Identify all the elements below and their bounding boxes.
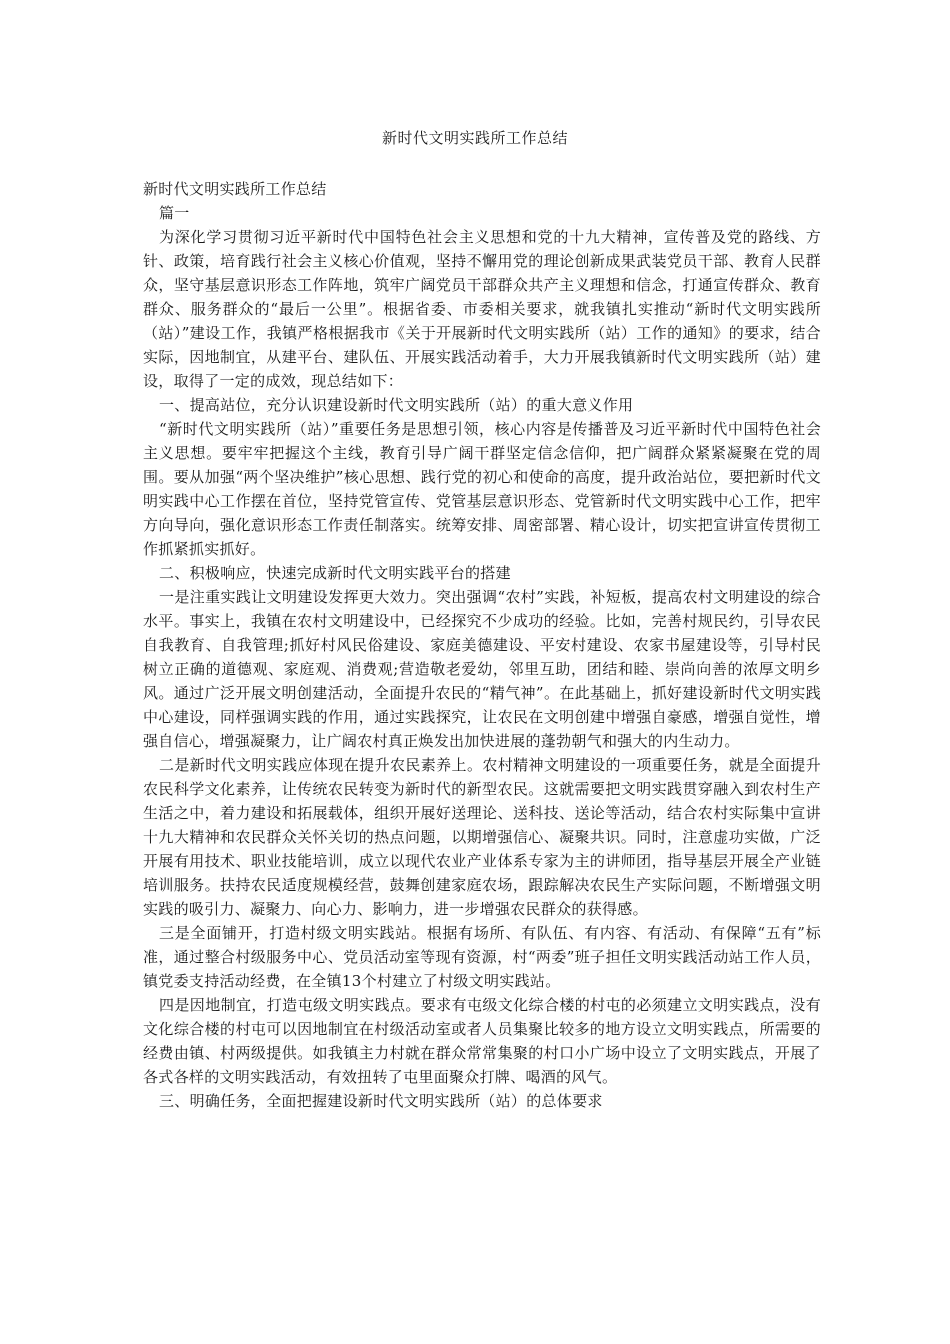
part-label: 篇一 [159, 204, 190, 222]
section-heading-1: 一、提高站位，充分认识建设新时代文明实践所（站）的重大意义作用 [159, 396, 634, 414]
document-title: 新时代文明实践所工作总结 [381, 129, 568, 147]
section-heading-2: 二、积极响应，快速完成新时代文明实践平台的搭建 [159, 564, 511, 582]
document-body [143, 177, 821, 1113]
document-subtitle: 新时代文明实践所工作总结 [143, 180, 327, 198]
paragraph-point-2: 二是新时代文明实践应体现在提升农民素养上。农村精神文明建设的一项重要任务，就是全面提升农民科学文化素养，让传统农民转变为新时代的新型农民。这就需要把文明实践贯穿融入到农村生产生活之中，着力建设和拓展载体，组织开展好送理论、送科技、送论等活动，结合农村实际集中宣讲十九大精神和农民群众关怀关切的热点问题，以期增强信心、凝聚共识。同时，注意虚功实做，广泛开展有用技术、职业技能培训，成立以现代农业产业体系专家为主的讲师团，指导基层开展全产业链培训服务。扶持农民适度规模经营，鼓舞创建家庭农场，跟踪解决农民生产实际问题，不断增强文明实践的吸引力、凝聚力、向心力、影响力，进一步增强农民群众的获得感。 [143, 756, 821, 918]
paragraph-intro: 为深化学习贯彻习近平新时代中国特色社会主义思想和党的十九大精神，宣传普及党的路线、方针、政策，培育践行社会主义核心价值观，坚持不懈用党的理论创新成果武装党员干部、教育人民群众，坚守基层意识形态工作阵地，筑牢广阔党员干部群众共产主义理想和信念，打通宣传群众、教育群众、服务群众的“最后一公里”。根据省委、市委相关要求，就我镇扎实推动“新时代文明实践所（站）”建设工作，我镇严格根据我市《关于开展新时代文明实践所（站）工作的通知》的要求，结合实际，因地制宜，从建平台、建队伍、开展实践活动着手，大力开展我镇新时代文明实践所（站）建设，取得了一定的成效，现总结如下： [143, 228, 821, 390]
paragraph-point-3: 三是全面铺开，打造村级文明实践站。根据有场所、有队伍、有内容、有活动、有保障“五有”标准，通过整合村级服务中心、党员活动室等现有资源，村“两委”班子担任文明实践活动站工作人员，镇党委支持活动经费，在全镇13个村建立了村级文明实践站。 [143, 924, 821, 990]
paragraph-point-1: 一是注重实践让文明建设发挥更大效力。突出强调“农村”实践，补短板，提高农村文明建设的综合水平。事实上，我镇在农村文明建设中，已经探究不少成功的经验。比如，完善村规民约，引导农民自我教育、自我管理;抓好村风民俗建设、家庭美德建设、平安村建设、农家书屋建设等，引导村民树立正确的道德观、家庭观、消费观;营造敬老爱幼，邻里互助，团结和睦、崇尚向善的浓厚文明乡风。通过广泛开展文明创建活动，全面提升农民的“精气神”。在此基础上，抓好建设新时代文明实践中心建设，同样强调实践的作用，通过实践探究，让农民在文明创建中增强自豪感，增强自觉性，增强自信心，增强凝聚力，让广阔农村真正焕发出加快进展的蓬勃朝气和强大的内生动力。 [143, 588, 821, 750]
paragraph-point-4: 四是因地制宜，打造屯级文明实践点。要求有屯级文化综合楼的村屯的必须建立文明实践点，没有文化综合楼的村屯可以因地制宜在村级活动室或者人员集聚比较多的地方设立文明实践点，所需要的经费由镇、村两级提供。如我镇主力村就在群众常常集聚的村口小广场中设立了文明实践点，开展了各式各样的文明实践活动，有效扭转了屯里面聚众打牌、喝酒的风气。 [143, 996, 821, 1086]
section-heading-3: 三、明确任务，全面把握建设新时代文明实践所（站）的总体要求 [159, 1092, 603, 1110]
paragraph-section-1: “新时代文明实践所（站）”重要任务是思想引领，核心内容是传播普及习近平新时代中国特色社会主义思想。要牢牢把握这个主线，教育引导广阔干群坚定信念信仰，把广阔群众紧紧凝聚在党的周围。要从加强“两个坚决维护”核心思想、践行党的初心和使命的高度，提升政治站位，要把新时代文明实践中心工作摆在首位，坚持党管宣传、党管基层意识形态、党管新时代文明实践中心工作，把牢方向导向，强化意识形态工作责任制落实。统筹安排、周密部署、精心设计，切实把宣讲宣传贯彻工作抓紧抓实抓好。 [143, 420, 821, 558]
